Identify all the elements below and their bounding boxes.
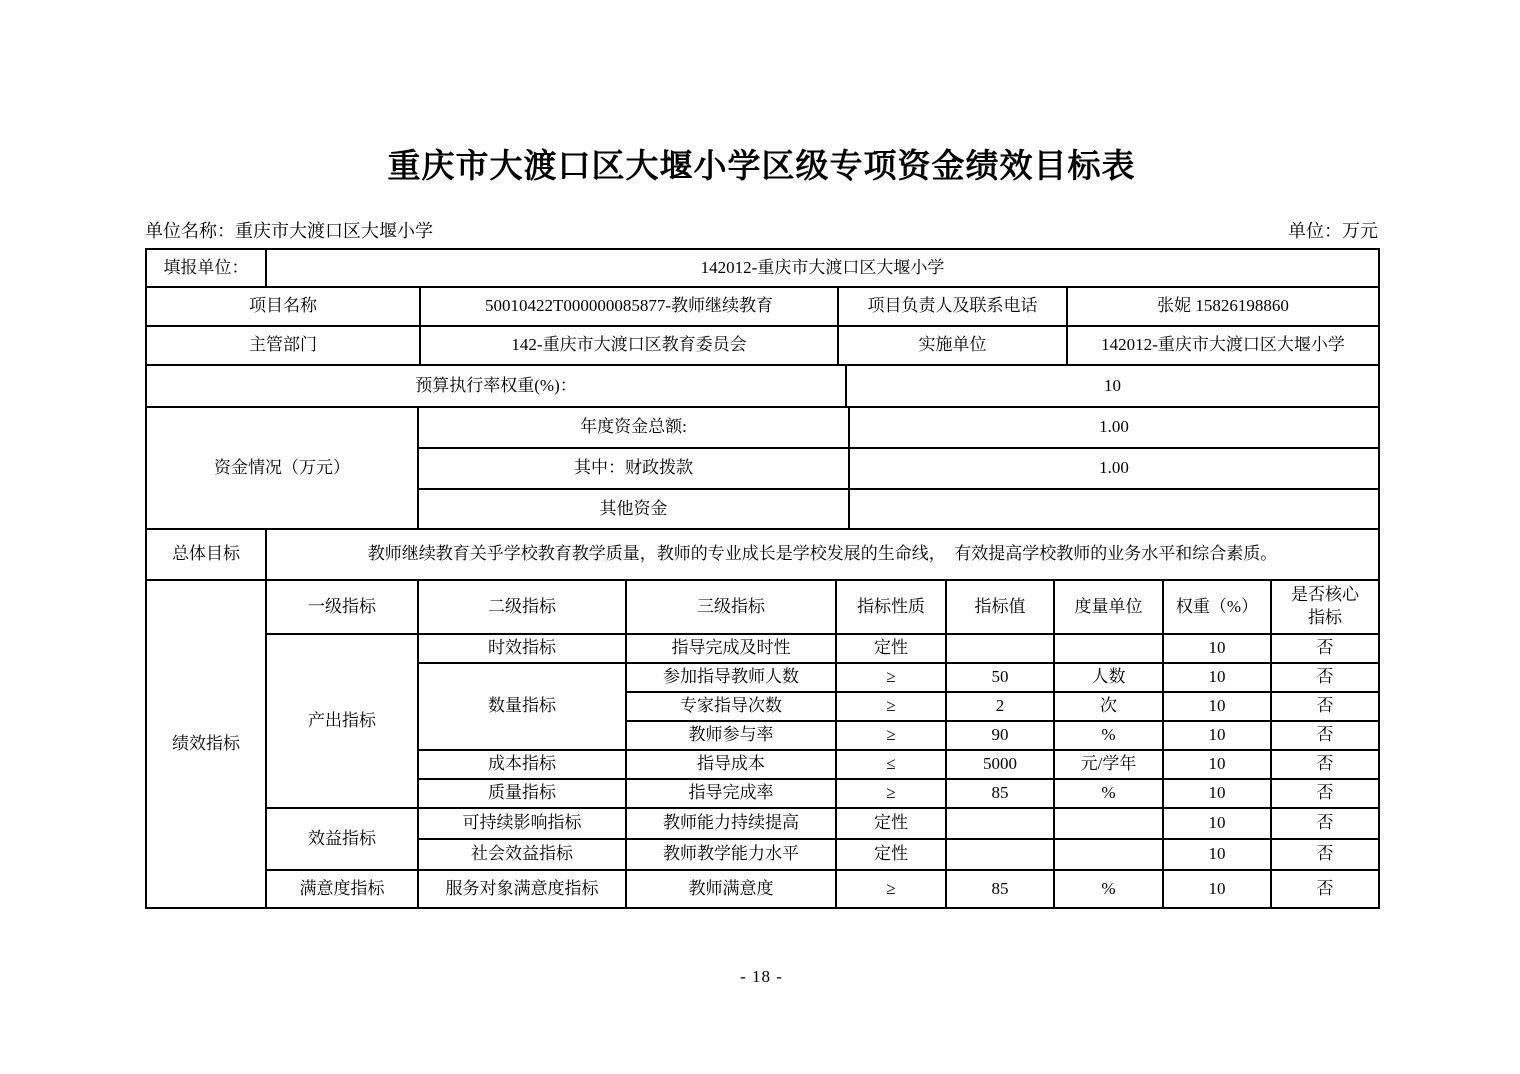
level2-label: 时效指标 (418, 634, 626, 663)
level1-satisfaction: 满意度指标 (266, 870, 418, 908)
level2-label: 社会效益指标 (418, 839, 626, 870)
indicator-weight: 10 (1163, 750, 1271, 779)
page-number: - 18 - (740, 967, 783, 986)
indicator-weight: 10 (1163, 663, 1271, 692)
indicator-l3: 教师满意度 (626, 870, 836, 908)
budget-weight-label: 预算执行率权重(%)： (146, 365, 846, 407)
indicator-unit: % (1054, 779, 1163, 808)
overall-goal-text: 教师继续教育关乎学校教育教学质量，教师的专业成长是学校发展的生命线， 有效提高学校教师的业务水平和综合素质。 (266, 529, 1379, 580)
indicator-nature: ≥ (836, 663, 946, 692)
report-unit-value: 142012-重庆市大渡口区大堰小学 (266, 249, 1379, 287)
unit-of-measure-text: 单位：万元 (1288, 221, 1378, 241)
indicator-core: 否 (1271, 634, 1379, 663)
project-name-value: 50010422T000000085877-教师继续教育 (420, 287, 838, 326)
impl-unit-value: 142012-重庆市大渡口区大堰小学 (1067, 326, 1379, 365)
funds-table (145, 406, 1380, 530)
indicator-l3: 专家指导次数 (626, 692, 836, 721)
level2-label: 可持续影响指标 (418, 808, 626, 839)
level1-benefit: 效益指标 (266, 808, 418, 870)
header-unit: 度量单位 (1054, 580, 1163, 634)
header-level2: 二级指标 (418, 580, 626, 634)
table-subhead (145, 217, 1378, 243)
indicator-value: 5000 (946, 750, 1054, 779)
indicator-l3: 教师教学能力水平 (626, 839, 836, 870)
page-title: 重庆市大渡口区大堰小学区级专项资金绩效目标表 (387, 147, 1136, 184)
indicators-group-label: 绩效指标 (146, 580, 266, 908)
indicator-l3: 教师能力持续提高 (626, 808, 836, 839)
indicator-nature: 定性 (836, 839, 946, 870)
indicator-nature: 定性 (836, 808, 946, 839)
indicator-value: 2 (946, 692, 1054, 721)
indicator-core: 否 (1271, 692, 1379, 721)
indicator-nature: ≥ (836, 721, 946, 750)
header-weight: 权重（%） (1163, 580, 1271, 634)
report-unit-label: 填报单位： (146, 249, 266, 287)
table-row (146, 407, 1379, 448)
indicator-value: 50 (946, 663, 1054, 692)
level2-label: 成本指标 (418, 750, 626, 779)
funds-total-value: 1.00 (849, 407, 1379, 448)
document-content (145, 0, 1378, 987)
indicator-value (946, 634, 1054, 663)
indicators-header-row (146, 580, 1379, 634)
header-level1: 一级指标 (266, 580, 418, 634)
table-row (146, 287, 1379, 326)
indicator-unit: 人数 (1054, 663, 1163, 692)
indicator-value (946, 808, 1054, 839)
indicator-core: 否 (1271, 808, 1379, 839)
indicator-nature: ≤ (836, 750, 946, 779)
funds-total-label: 年度资金总额: (418, 407, 849, 448)
project-info-table (145, 286, 1380, 366)
funds-other-value (849, 489, 1379, 529)
indicator-value: 85 (946, 779, 1054, 808)
impl-unit-label: 实施单位 (838, 326, 1067, 365)
indicator-core: 否 (1271, 721, 1379, 750)
project-leader-label: 项目负责人及联系电话 (838, 287, 1067, 326)
indicator-nature: 定性 (836, 634, 946, 663)
indicator-row (146, 870, 1379, 908)
header-nature: 指标性质 (836, 580, 946, 634)
indicator-l3: 指导完成率 (626, 779, 836, 808)
indicator-unit: % (1054, 721, 1163, 750)
funds-group-label: 资金情况（万元） (146, 407, 418, 529)
project-leader-value: 张妮 15826198860 (1067, 287, 1379, 326)
header-core-text: 是否核心指标 (1291, 585, 1359, 627)
indicator-core: 否 (1271, 750, 1379, 779)
indicator-unit (1054, 808, 1163, 839)
indicator-weight: 10 (1163, 721, 1271, 750)
indicator-l3: 指导完成及时性 (626, 634, 836, 663)
indicator-weight: 10 (1163, 692, 1271, 721)
indicator-unit: 次 (1054, 692, 1163, 721)
indicator-nature: ≥ (836, 779, 946, 808)
header-value: 指标值 (946, 580, 1054, 634)
level1-output: 产出指标 (266, 634, 418, 808)
header-level3: 三级指标 (626, 580, 836, 634)
indicator-core: 否 (1271, 779, 1379, 808)
overall-goal-table (145, 528, 1380, 581)
table-row (146, 529, 1379, 580)
indicator-value: 90 (946, 721, 1054, 750)
table-row (146, 249, 1379, 287)
unit-name-text: 单位名称：重庆市大渡口区大堰小学 (145, 221, 433, 241)
dept-value: 142-重庆市大渡口区教育委员会 (420, 326, 838, 365)
indicator-nature: ≥ (836, 870, 946, 908)
overall-goal-label: 总体目标 (146, 529, 266, 580)
project-name-label: 项目名称 (146, 287, 420, 326)
indicator-value (946, 839, 1054, 870)
indicator-unit (1054, 634, 1163, 663)
level2-label: 数量指标 (418, 663, 626, 750)
level2-label: 质量指标 (418, 779, 626, 808)
indicator-core: 否 (1271, 663, 1379, 692)
indicator-weight: 10 (1163, 634, 1271, 663)
table-row (146, 326, 1379, 365)
header-core (1271, 580, 1379, 634)
indicator-unit: 元/学年 (1054, 750, 1163, 779)
indicator-weight: 10 (1163, 870, 1271, 908)
budget-weight-value: 10 (846, 365, 1379, 407)
indicator-weight: 10 (1163, 808, 1271, 839)
indicator-nature: ≥ (836, 692, 946, 721)
indicator-core: 否 (1271, 839, 1379, 870)
indicator-row (146, 634, 1379, 663)
indicator-core: 否 (1271, 870, 1379, 908)
indicator-value: 85 (946, 870, 1054, 908)
funds-fiscal-value: 1.00 (849, 448, 1379, 489)
indicator-l3: 教师参与率 (626, 721, 836, 750)
indicator-l3: 指导成本 (626, 750, 836, 779)
level2-label: 服务对象满意度指标 (418, 870, 626, 908)
report-unit-table (145, 248, 1380, 288)
indicator-unit (1054, 839, 1163, 870)
indicator-unit: % (1054, 870, 1163, 908)
table-row (146, 365, 1379, 407)
indicators-table (145, 579, 1380, 909)
budget-weight-table (145, 364, 1380, 408)
indicator-row (146, 808, 1379, 839)
indicator-weight: 10 (1163, 839, 1271, 870)
indicator-l3: 参加指导教师人数 (626, 663, 836, 692)
indicator-weight: 10 (1163, 779, 1271, 808)
funds-other-label: 其他资金 (418, 489, 849, 529)
funds-fiscal-label: 其中：财政拨款 (418, 448, 849, 489)
dept-label: 主管部门 (146, 326, 420, 365)
